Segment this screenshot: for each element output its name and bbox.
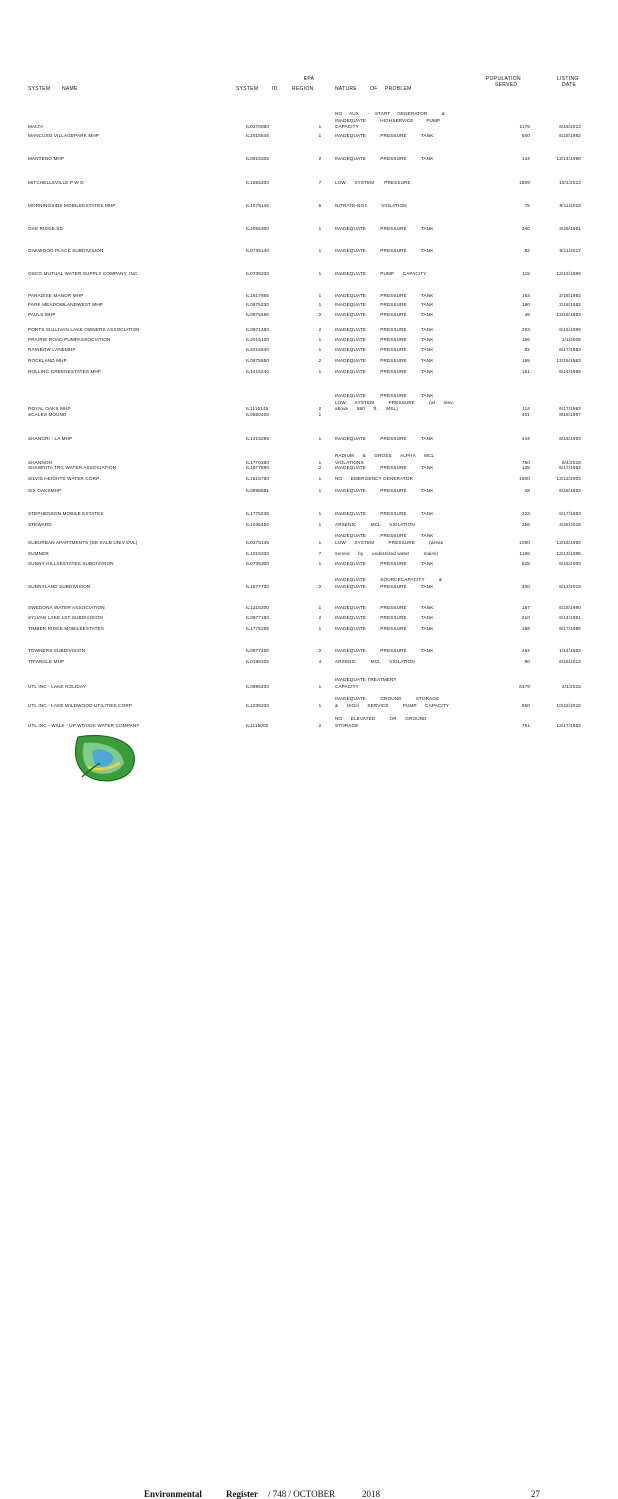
population-cell: 401 [521, 412, 530, 417]
listing-date-cell: 12/15/1989 [556, 271, 581, 276]
system-id-cell: IL0850400 [246, 412, 270, 417]
nature-line: LOW SYSTEM PRESSURE (areas [335, 539, 444, 545]
system-name-cell: ROLLING GREENESTATES MHP [28, 369, 102, 374]
region-cell: 1 [318, 488, 322, 493]
system-name-cell: MANCUSO VILLAGEPARK MHP [28, 133, 100, 138]
system-name-cell: SHANNON [28, 459, 53, 465]
system-id-cell: IL1617665 [246, 293, 270, 298]
header-population: POPULATION [486, 76, 521, 82]
nature-of-problem-cell [335, 577, 490, 590]
population-cell: 1809 [519, 180, 530, 185]
listing-date-cell: 4/25/2016 [559, 522, 581, 527]
region-cell: 1 [318, 124, 322, 129]
population-cell: 144 [521, 156, 530, 161]
nature-of-problem-cell [335, 369, 490, 376]
nature-of-problem-cell [335, 347, 490, 354]
system-name-cell: UTL INC - LAKE WILDWOOD UTILITIES CORP [28, 702, 133, 708]
system-name-cell: SWEDONA WATER ASSOCIATION [28, 605, 105, 610]
region-cell: 4 [318, 659, 322, 664]
listing-date-cell: 6/18/1982 [559, 488, 581, 493]
nature-line: & HIGH SERVICE PUMP CAPACITY [335, 702, 449, 708]
region-cell: 1 [318, 369, 322, 374]
system-name-cell: PAULS MHP [28, 312, 56, 317]
listing-date-cell: 6/15/1999 [559, 327, 581, 332]
system-name-cell: STEPHENSON MOBILE ESTATES [28, 511, 104, 516]
nature-line: INADEQUATE PRESSURE TANK [335, 465, 434, 470]
nature-line: INADEQUATE PRESSURE TANK [335, 369, 434, 374]
region-cell: 2 [318, 615, 322, 620]
listing-date-cell: 2/18/1982 [559, 293, 581, 298]
listing-date-cell: 10/22/2015 [556, 702, 581, 708]
nature-of-problem-cell [335, 626, 490, 633]
system-id-cell: IL1977690 [246, 465, 270, 470]
nature-of-problem-cell [335, 393, 490, 413]
system-name-cell: TOWNERS SUBDIVISION [28, 648, 86, 653]
system-name-cell: UTL INC - WALK - UP WOODS WATER COMPANY [28, 722, 140, 728]
nature-of-problem-cell [335, 605, 490, 612]
system-name-cell: UTL INC - LAKE HOLIDAY [28, 683, 86, 689]
nature-line: NO EMERGENCY GENERATOR [335, 476, 414, 481]
system-name-cell: OAK RIDGE SD [28, 226, 63, 231]
system-id-cell: IL0977250 [246, 648, 270, 653]
listing-date-cell: 8/11/2016 [559, 203, 581, 208]
nature-of-problem-cell [335, 133, 490, 140]
nature-line: LOW SYSTEM PRESSURE [335, 180, 411, 185]
region-cell: 1 [318, 293, 322, 298]
system-name-cell: MANTENO MHP [28, 156, 65, 161]
region-cell: 5 [318, 203, 322, 208]
population-cell: 1050 [519, 539, 530, 545]
listing-date-cell: 6/14/1991 [559, 615, 581, 620]
nature-line: INADEQUATE GROUND STORAGE [335, 696, 440, 701]
system-name-cell: MITCHELLSVILLE P W D [28, 180, 84, 185]
region-cell: 1 [318, 271, 322, 276]
system-id-cell: IL0977160 [246, 615, 270, 620]
header-system: SYSTEM [28, 86, 51, 92]
system-id-cell: IL1655200 [246, 180, 270, 185]
region-cell: 2 [318, 327, 322, 332]
system-id-cell: IL1035450 [246, 522, 270, 527]
nature-line: VIOLATIONS [335, 459, 364, 465]
population-cell: 750 [521, 459, 530, 465]
nature-line: INADEQUATE TREATMENT [335, 677, 397, 682]
region-cell: 1 [318, 605, 322, 610]
nature-of-problem-cell [335, 436, 490, 443]
population-cell: 165 [521, 358, 530, 363]
population-cell: 950 [521, 702, 530, 708]
region-cell: 2 [318, 312, 322, 317]
population-cell: 163 [521, 293, 530, 298]
system-name-cell: SCALES MOUND [28, 412, 67, 417]
nature-line: ARSENIC MCL VIOLATION [335, 522, 415, 527]
region-cell: 2 [318, 583, 322, 589]
nature-of-problem-cell [335, 677, 490, 690]
system-name-cell: SUNNYLAND SUBDIVISION [28, 583, 91, 589]
region-cell: 2 [318, 648, 322, 653]
region-cell: 1 [318, 511, 322, 516]
system-id-cell: IL1315200 [246, 605, 270, 610]
system-name-cell: PRAIRIE ROAD PUMPASSOCIATION [28, 337, 111, 342]
listing-date-cell: 6/17/1983 [559, 511, 581, 516]
system-name-cell: OSCO MUTUAL WATER SUPPLY COMPANY, INC. [28, 271, 139, 276]
system-id-cell: IL2055300 [246, 226, 270, 231]
footer-issue: / 748 / OCTOBER [268, 1489, 336, 1499]
system-id-cell: IL1115000 [246, 722, 269, 728]
region-cell: 1 [318, 133, 322, 138]
system-name-cell: ROYAL OAKS MHP [28, 406, 71, 411]
system-id-cell: IL2015540 [246, 347, 270, 352]
nature-line: INADEQUATE PRESSURE TANK [335, 605, 434, 610]
region-cell: 1 [318, 561, 322, 566]
nature-line: INADEQUATE PRESSURE TANK [335, 302, 434, 307]
nature-line: STORAGE [335, 722, 359, 728]
population-cell: 761 [521, 722, 530, 728]
system-id-cell: IL2015545 [246, 133, 270, 138]
nature-line: above 590 ft. MSL) [335, 406, 398, 411]
region-cell: 2 [318, 465, 322, 470]
nature-line: NO AUX - START GENERATOR & [335, 111, 445, 116]
population-cell: 157 [521, 605, 530, 610]
nature-line: INADEQUATE PRESSURE TANK [335, 327, 434, 332]
nature-of-problem-cell [335, 312, 490, 319]
system-id-cell: IL2015100 [246, 337, 270, 342]
population-cell: 156 [521, 337, 530, 342]
header-nature: NATURE [335, 86, 357, 92]
system-id-cell: IL1775255 [246, 626, 270, 631]
nature-line: INADEQUATE PRESSURE TANK [335, 337, 434, 342]
population-cell: 223 [521, 511, 530, 516]
population-cell: 1600 [519, 476, 530, 481]
header-served: SERVED [495, 82, 518, 88]
nature-line: INADEQUATE PRESSURE TANK [335, 648, 434, 653]
nature-line: INADEQUATE SOURCECAPACITY & [335, 577, 443, 582]
listing-date-cell: 6/16/1983 [559, 436, 581, 441]
nature-line: INADEQUATE PRESSURE TANK [335, 312, 434, 317]
system-id-cell: IL0735140 [246, 248, 270, 253]
footer-page-number: 27 [531, 1489, 540, 1499]
listing-date-cell: 1/1/2008 [561, 337, 581, 342]
population-cell: 151 [521, 369, 530, 374]
nature-line: INADEQUATE PUMP CAPACITY [335, 271, 427, 276]
nature-of-problem-cell [335, 522, 490, 529]
nature-of-problem-cell [335, 203, 490, 210]
nature-line: INADEQUATE PRESSURE TANK [335, 561, 434, 566]
listing-date-cell: 12/16/1982 [556, 539, 581, 545]
system-id-cell: IL0735200 [246, 271, 270, 276]
nature-line: INADEQUATE PRESSURE TANK [335, 436, 434, 441]
population-cell: 82 [524, 347, 530, 352]
nature-of-problem-cell [335, 293, 490, 300]
listing-date-cell: 6/17/1986 [559, 626, 581, 631]
listing-date-cell: 12/17/1982 [556, 722, 581, 728]
system-id-cell: IL1415240 [246, 369, 270, 374]
region-cell: 1 [318, 626, 322, 631]
listing-date-cell: 6/12/2018 [559, 583, 581, 589]
footer-register: Register [226, 1489, 258, 1499]
nature-line: served by undersized water mains) [335, 551, 439, 556]
header-name: NAME [62, 86, 78, 92]
listing-date-cell: 6/15/2012 [559, 659, 581, 664]
region-cell: 1 [318, 539, 322, 545]
nature-of-problem-cell [335, 511, 490, 518]
system-id-cell: IL0975480 [246, 312, 270, 317]
region-cell: 1 [318, 302, 322, 307]
nature-line: INADEQUATE PRESSURE TANK [335, 156, 434, 161]
region-cell: 1 [318, 702, 322, 708]
population-cell: 240 [521, 226, 530, 231]
nature-of-problem-cell [335, 156, 490, 163]
nature-of-problem-cell [335, 648, 490, 655]
population-cell: 1168 [519, 551, 530, 556]
system-name-cell: SIX OAKSMHP [28, 488, 62, 493]
population-cell: 180 [521, 302, 530, 307]
system-id-cell: IL1577730 [246, 583, 270, 589]
nature-of-problem-cell [335, 615, 490, 622]
listing-date-cell: 12/16/1983 [556, 312, 581, 317]
system-id-cell: IL0975550 [246, 358, 270, 363]
region-cell: 1 [318, 226, 322, 231]
system-name-cell: STEWARD [28, 522, 52, 527]
nature-line: LOW SYSTEM PRESSURE (at elev. [335, 399, 454, 405]
listing-date-cell: 6/17/1982 [559, 465, 581, 470]
page-footer [0, 730, 618, 1499]
listing-date-cell: 12/16/1983 [556, 358, 581, 363]
region-cell: 1 [318, 436, 322, 441]
listing-date-cell: 6/18/1982 [559, 133, 581, 138]
population-cell: 158 [521, 626, 530, 631]
nature-line: INADEQUATE PRESSURE TANK [335, 583, 434, 589]
region-cell: 1 [318, 683, 322, 689]
system-id-cell: IL1775235 [246, 511, 270, 516]
system-name-cell: TIMBER RIDGE MOBILEESTATES [28, 626, 104, 631]
nature-of-problem-cell [335, 659, 490, 666]
footer-year: 2018 [362, 1489, 380, 1499]
listing-date-cell: 2/18/1982 [559, 302, 581, 307]
header-of: OF [370, 86, 378, 92]
system-id-cell: IL0195325 [246, 659, 270, 664]
listing-date-cell: 12/12/2003 [556, 476, 581, 481]
header-system-id: SYSTEM [236, 86, 259, 92]
listing-date-cell: 3/29/1991 [559, 226, 581, 231]
nature-of-problem-cell [335, 248, 490, 255]
region-cell: 1 [318, 459, 322, 465]
nature-line: INADEQUATE PRESSURE TANK [335, 393, 434, 398]
system-name-cell: SHANGRI - LA MHP [28, 436, 73, 441]
nature-line: INADEQUATE PRESSURE TANK [335, 248, 434, 253]
system-id-cell: IL1615750 [246, 476, 270, 481]
nature-line: CAPACITY [335, 683, 359, 689]
nature-line: INADEQUATE PRESSURE TANK [335, 358, 434, 363]
system-name-cell: ROCKLAND MHP [28, 358, 67, 363]
region-cell: 1 [318, 248, 322, 253]
region-cell: 2 [318, 358, 322, 363]
listing-date-cell: 6/15/2012 [559, 124, 581, 129]
system-name-cell: SHAWNITA TRC WATER ASSOCIATION [28, 465, 117, 470]
population-cell: 1175 [519, 124, 530, 129]
header-id: ID [272, 86, 278, 92]
nature-line: RADIUM & GROSS ALPHA MCL [335, 453, 435, 458]
population-cell: 90 [524, 659, 530, 664]
system-name-cell: MALTA [28, 124, 44, 129]
region-cell: 1 [318, 412, 322, 417]
nature-of-problem-cell [335, 476, 490, 483]
nature-line: INADEQUATE PRESSURE TANK [335, 293, 434, 298]
system-name-cell: SUBURBAN APARTMENTS (DE KALB UNIV DVL) [28, 539, 138, 545]
region-cell: 7 [318, 551, 322, 556]
listing-date-cell: 1/14/1982 [559, 648, 581, 653]
region-cell: 7 [318, 180, 322, 185]
population-cell: 135 [521, 465, 530, 470]
nature-line: CAPACITY [335, 124, 359, 129]
listing-date-cell: 6/17/1983 [559, 347, 581, 352]
system-id-cell: IL1770350 [246, 459, 270, 465]
nature-of-problem-cell [335, 327, 490, 334]
population-cell: 444 [521, 436, 530, 441]
population-cell: 293 [521, 327, 530, 332]
nature-line: INADEQUATE PRESSURE TANK [335, 226, 434, 231]
nature-of-problem-cell [335, 358, 490, 365]
system-name-cell: SUNNY HILLSESTATES SUBDIVISION [28, 561, 114, 566]
header-listing: LISTING [557, 76, 579, 82]
population-cell: 300 [521, 583, 530, 589]
header-problem: PROBLEM [385, 86, 412, 92]
nature-of-problem-cell [335, 465, 490, 472]
listing-date-cell: 8/4/2016 [561, 459, 581, 465]
nature-of-problem-cell [335, 716, 490, 729]
nature-of-problem-cell [335, 226, 490, 233]
nature-of-problem-cell [335, 533, 490, 546]
region-cell: 1 [318, 337, 322, 342]
system-id-cell: IL1115145 [246, 406, 269, 411]
population-cell: 525 [521, 561, 530, 566]
region-cell: 2 [318, 406, 322, 411]
nature-line: INADEQUATE PRESSURE TANK [335, 626, 434, 631]
system-name-cell: RAINBOW LANEMHP [28, 347, 76, 352]
system-id-cell: IL0975230 [246, 302, 270, 307]
listing-date-cell: 5/11/2017 [559, 248, 581, 253]
nature-of-problem-cell [335, 271, 490, 278]
region-cell: 1 [318, 476, 322, 481]
system-name-cell: PORTS SULLIVAN LAKE OWNERS ASSOCIATION [28, 327, 140, 332]
nature-line: INADEQUATE PRESSURE TANK [335, 615, 434, 620]
population-cell: 115 [522, 271, 530, 276]
leaf-logo-icon [70, 733, 150, 785]
population-cell: 114 [522, 406, 530, 411]
population-cell: 256 [521, 522, 530, 527]
nature-line: INADEQUATE PRESSURE TANK [335, 533, 434, 538]
system-name-cell: PARADISE MANOR MHP [28, 293, 84, 298]
header-date: DATE [562, 82, 577, 88]
nature-of-problem-cell [335, 180, 490, 187]
listing-date-cell: 4/1/2015 [561, 683, 581, 689]
system-id-cell: IL1415295 [246, 436, 270, 441]
nature-of-problem-cell [335, 696, 490, 709]
population-cell: 210 [521, 615, 530, 620]
region-cell: 2 [318, 722, 322, 728]
population-cell: 36 [524, 312, 530, 317]
listing-date-cell: 6/14/1985 [559, 369, 581, 374]
listing-date-cell: 6/15/2000 [559, 561, 581, 566]
nature-line: INADEQUATE PRESSURE TANK [335, 511, 434, 516]
table-header [0, 72, 618, 96]
population-cell: 48 [524, 488, 530, 493]
system-id-cell: IL0375145 [246, 539, 270, 545]
system-id-cell: IL0995200 [246, 683, 270, 689]
region-cell: 2 [318, 156, 322, 161]
population-cell: 264 [521, 648, 530, 653]
region-cell: 1 [318, 347, 322, 352]
system-id-cell: IL1235200 [246, 702, 270, 708]
footer-environmental: Environmental [144, 1489, 202, 1499]
system-name-cell: OAKWOOD PLACE SUBDIVISION [28, 248, 104, 253]
listing-date-cell: 8/15/1997 [559, 412, 581, 417]
system-id-cell: IL0895851 [246, 488, 270, 493]
system-name-cell: MORNINGSIDE MOBILEESTATES MHP [28, 203, 116, 208]
nature-of-problem-cell [335, 337, 490, 344]
nature-line: INADEQUATE HIGHSERVICE PUMP [335, 117, 441, 123]
region-cell: 1 [318, 522, 322, 527]
nature-of-problem-cell [335, 561, 490, 568]
system-id-cell: IL0915305 [246, 156, 270, 161]
system-name-cell: SILVIS HEIGHTS WATER CORP [28, 476, 100, 481]
system-name-cell: SYLVAN LAKE 1ST SUBDIVISION [28, 615, 104, 620]
system-name-cell: SUMNER [28, 551, 49, 556]
listing-date-cell: 10/1/2012 [559, 180, 581, 185]
nature-line: NITRATE-NO3 VIOLATION [335, 203, 407, 208]
header-epa: EPA [303, 76, 315, 82]
listing-date-cell: 12/13/1995 [556, 551, 581, 556]
system-id-cell: IL1075145 [246, 203, 270, 208]
listing-date-cell: 6/17/1983 [559, 406, 581, 411]
system-name-cell: PARK MEADOWLANDWEST MHP [28, 302, 104, 307]
nature-line: INADEQUATE PRESSURE TANK [335, 133, 434, 138]
population-cell: 6479 [519, 683, 530, 689]
population-cell: 75 [524, 203, 530, 208]
system-name-cell: TRIANGLE MHP [28, 659, 65, 664]
system-id-cell: IL0971460 [246, 327, 270, 332]
nature-line: INADEQUATE PRESSURE TANK [335, 347, 434, 352]
nature-of-problem-cell [335, 111, 490, 131]
nature-line: ARSENIC MCL VIOLATION [335, 659, 415, 664]
population-cell: 500 [521, 133, 530, 138]
nature-line: INADEQUATE PRESSURE TANK [335, 488, 434, 493]
system-id-cell: IL0370050 [246, 124, 270, 129]
system-id-cell: IL1015300 [246, 551, 270, 556]
nature-of-problem-cell [335, 488, 490, 495]
listing-date-cell: 6/15/1990 [559, 605, 581, 610]
population-cell: 82 [524, 248, 530, 253]
nature-line: NO ELEVATED OR GROUND [335, 716, 427, 721]
nature-of-problem-cell [335, 551, 490, 558]
listing-date-cell: 12/14/1990 [556, 156, 581, 161]
system-id-cell: IL0735300 [246, 561, 270, 566]
header-region: REGION [292, 86, 314, 92]
nature-of-problem-cell [335, 302, 490, 309]
